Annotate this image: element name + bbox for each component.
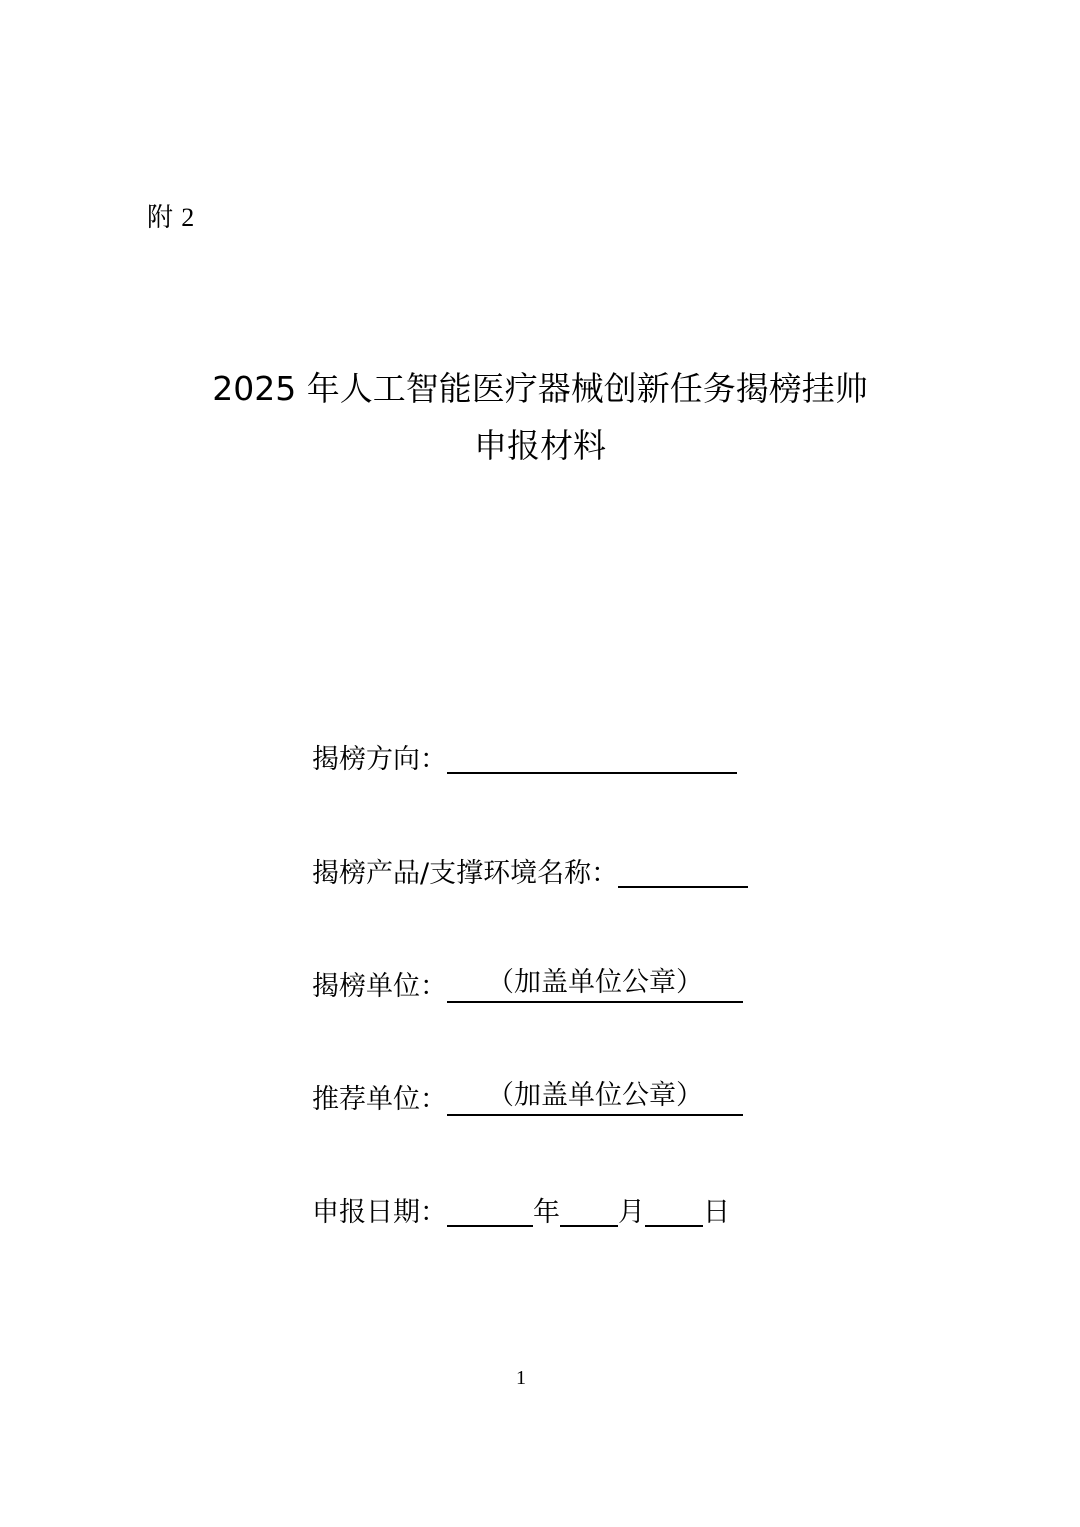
- date-day-label: 日: [703, 1197, 730, 1228]
- recommend-label: 推荐单位：: [312, 1084, 447, 1115]
- date-year-blank[interactable]: [447, 1191, 533, 1227]
- field-recommend: [312, 1076, 743, 1120]
- direction-label: 揭榜方向：: [312, 744, 447, 775]
- field-unit: [312, 963, 743, 1007]
- attachment-number: 2: [181, 203, 195, 232]
- field-direction: [312, 736, 737, 780]
- unit-stamp-blank[interactable]: [447, 965, 743, 1003]
- product-blank[interactable]: [618, 852, 748, 888]
- recommend-stamp-text: （加盖单位公章）: [487, 1080, 703, 1111]
- unit-stamp-text: （加盖单位公章）: [487, 967, 703, 998]
- field-date: [312, 1189, 730, 1233]
- date-year-label: 年: [533, 1197, 560, 1228]
- unit-label: 揭榜单位：: [312, 971, 447, 1002]
- date-month-blank[interactable]: [560, 1191, 618, 1227]
- attachment-prefix: 附: [147, 203, 174, 233]
- date-month-label: 月: [618, 1197, 645, 1228]
- page-number: 1: [516, 1367, 526, 1389]
- date-day-blank[interactable]: [645, 1191, 703, 1227]
- document-title-line-1: 2025 年人工智能医疗器械创新任务揭榜挂帅: [212, 369, 868, 408]
- product-label: 揭榜产品/支撑环境名称：: [312, 858, 619, 889]
- attachment-label: [147, 200, 194, 236]
- date-label: 申报日期：: [312, 1197, 447, 1228]
- direction-blank[interactable]: [447, 738, 737, 774]
- document-title-line-2: 申报材料: [474, 426, 606, 465]
- field-product: [312, 850, 748, 894]
- recommend-stamp-blank[interactable]: [447, 1078, 743, 1116]
